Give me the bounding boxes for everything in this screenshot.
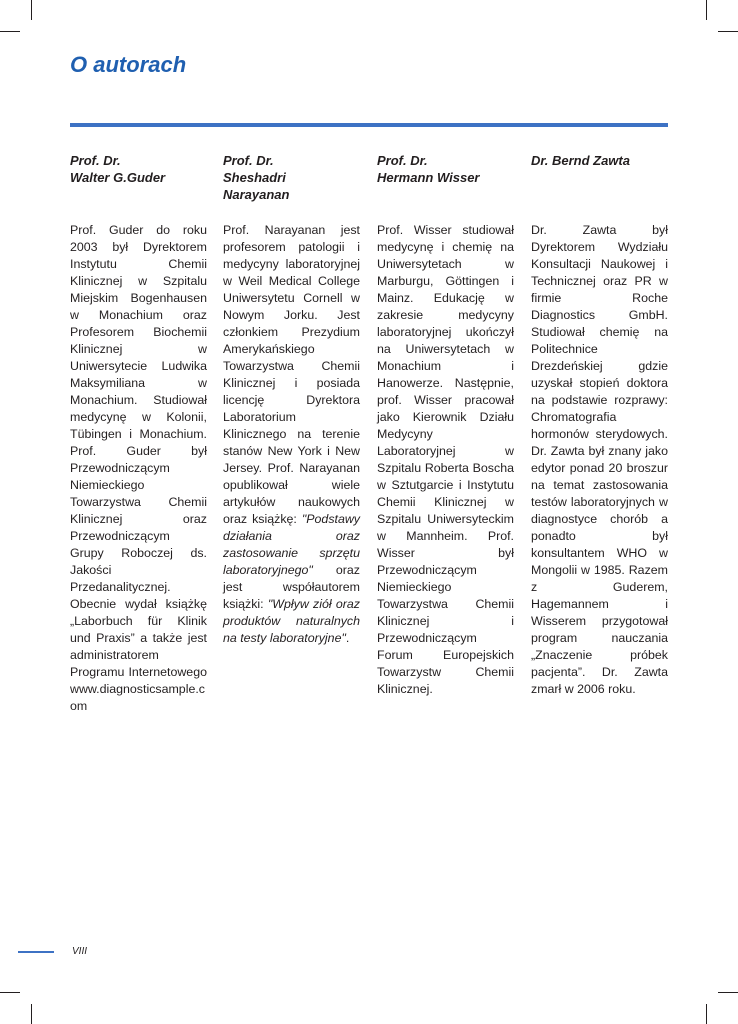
- author-bio: Prof. Narayanan jest profesorem patologii i medycyny laboratoryjnej w Weil Medical College Uniwersytetu Cornell w Nowym Jorku. Jest członkiem Prezydium Amerykańskiego Towarzystwa Chemii Klinicznej i posiada licencję Dyrektora Laboratorium Klinicznego na terenie stanów New York i New Jersey. Prof. Narayanan opublikował wiele artykułów naukowych oraz książkę: "Podstawy działania oraz zastosowanie sprzętu laboratoryjnego" oraz jest współautorem książki: "Wpływ ziół oraz produktów naturalnych na testy laboratoryjne".: [223, 223, 360, 645]
- author-bio: Prof. Wisser studiował medycynę i chemię na Uniwersytetach w Marburgu, Göttingen i Mainz. Edukację w zakresie medycyny laboratoryjnej ukończył na Uniwersytetach w Monachium i Hanowerze. Następnie, prof. Wisser pracował jako Kierownik Działu Medycyny Laboratoryjnej w Szpitalu Roberta Boscha w Sztutgarcie i Instytutu Chemii Klinicznej w Szpitalu Uniwersyteckim w Mannheim. Prof. Wisser był Przewodniczącym Niemieckiego Towarzystwa Chemii Klinicznej i Przewodniczącym Forum Europejskich Towarzystw Chemii Klinicznej.: [377, 223, 514, 696]
- crop-mark: [718, 31, 738, 32]
- crop-mark: [706, 0, 707, 20]
- author-bio: Dr. Zawta był Dyrektorem Wydziału Konsultacji Naukowej i Technicznej oraz PR w firmie Roche Diagnostics GmbH. Studiował chemię na Politechnice Drezdeńskiej gdzie uzyskał stopień doktora na podstawie rozprawy: Chromatografia hormonów sterydowych. Dr. Zawta był znany jako edytor ponad 20 broszur na temat zastosowania testów laboratoryjnych w diagnostyce chorób a ponadto był konsultantem WHO w Mongolii w 1985. Razem z Guderem, Hagemannem i Wisserem przygotował program nauczania „Znaczenie próbek pacjenta”. Dr. Zawta zmarł w 2006 roku.: [531, 223, 668, 696]
- author-name: Dr. Bernd Zawta: [531, 153, 630, 168]
- author-name: Prof. Dr. Hermann Wisser: [377, 153, 480, 185]
- page-number: VIII: [72, 946, 88, 957]
- author-column-wisser: [377, 152, 514, 698]
- crop-mark: [718, 992, 738, 993]
- book-title: "Wpływ ziół oraz produktów naturalnych na testy laboratoryjne": [223, 597, 360, 645]
- author-name: Prof. Dr. Sheshadri Narayanan: [223, 153, 290, 202]
- crop-mark: [0, 31, 20, 32]
- crop-mark: [706, 1004, 707, 1024]
- author-name: Prof. Dr. Walter G.Guder: [70, 153, 166, 185]
- author-bio: Prof. Guder do roku 2003 był Dyrektorem Instytutu Chemii Klinicznej w Szpitalu Miejskim Bogenhausen w Monachium oraz Profesorem Biochemii Klinicznej w Uniwersytecie Ludwika Maksymiliana w Monachium. Studiował medycynę w Kolonii, Tübingen i Monachium. Prof. Guder był Przewodniczącym Niemieckiego Towarzystwa Chemii Klinicznej oraz Przewodniczącym Grupy Roboczej ds. Jakości Przedanalitycznej. Obecnie wydał książkę „Laborbuch für Klinik und Praxis” a także jest administratorem Programu Internetowego www.diagnosticsample.com: [70, 223, 207, 713]
- crop-mark: [0, 992, 20, 993]
- author-column-guder: [70, 152, 207, 715]
- crop-mark: [31, 1004, 32, 1024]
- footer-accent-line: [18, 951, 54, 953]
- page-title: O autorach: [70, 52, 187, 77]
- author-column-narayanan: [223, 152, 360, 647]
- book-title: "Podstawy działania oraz zastosowanie sprzętu laboratoryjnego": [223, 512, 360, 577]
- author-column-zawta: [531, 152, 668, 698]
- title-divider: [70, 123, 668, 127]
- crop-mark: [31, 0, 32, 20]
